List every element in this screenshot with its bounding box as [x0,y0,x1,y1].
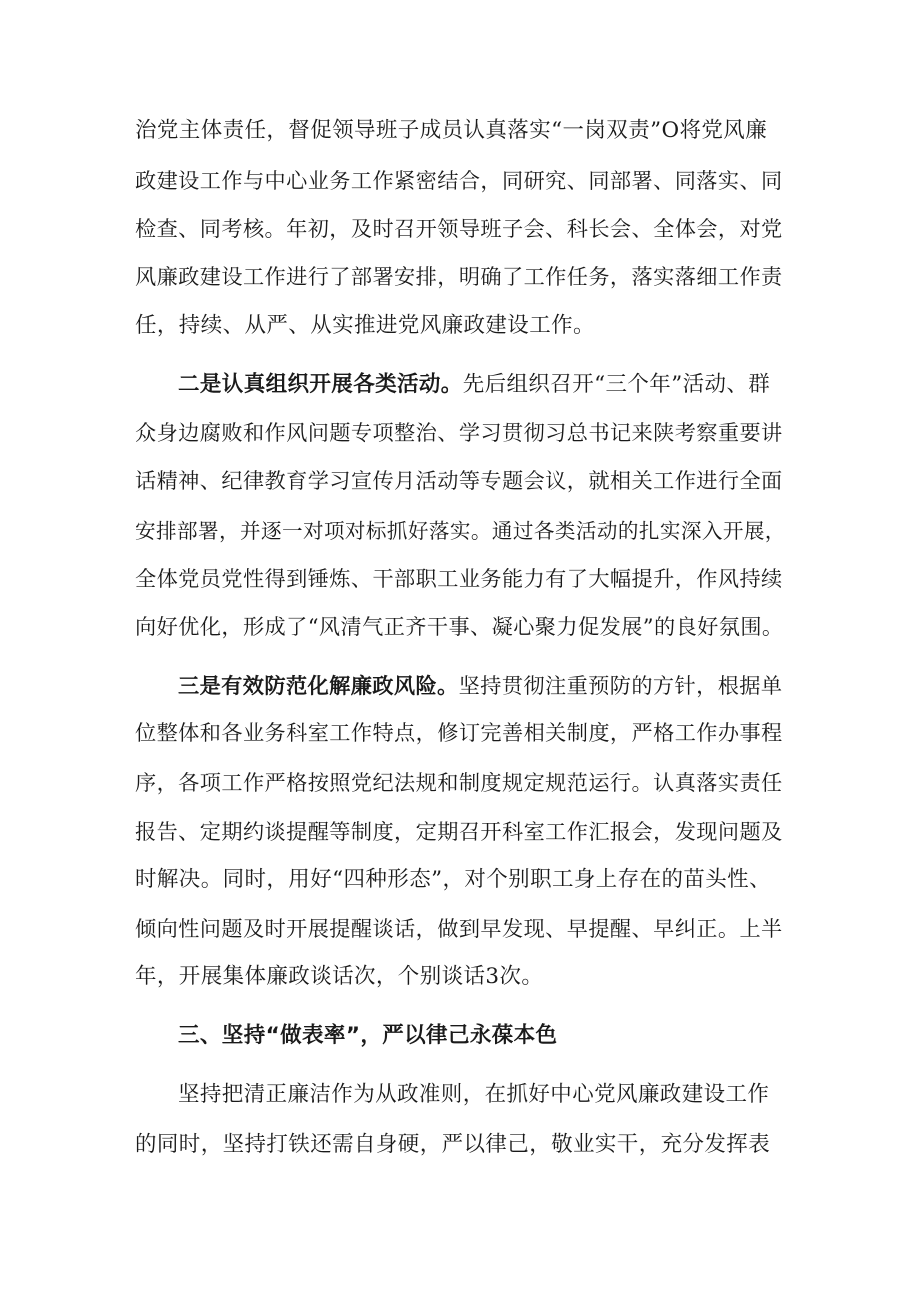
paragraph-line: 众身边腐败和作风问题专项整治、学习贯彻习总书记来陕考察重要讲 [135,420,783,445]
paragraph-line: 向好优化，形成了“风清气正齐干事、凝心聚力促发展”的良好氛围。 [135,614,784,639]
section-heading: 三、坚持“做表率”，严以律己永葆本色 [178,1023,558,1048]
paragraph-line: 年，开展集体廉政谈话次，个别谈话3次。 [135,964,544,989]
paragraph-line: 安排部署，并逐一对项对标抓好落实。通过各类活动的扎实深入开展， [135,519,786,543]
paragraph-line: 检查、同考核。年初，及时召开领导班子会、科长会、全体会，对党 [135,216,783,241]
paragraph-line: 倾向性问题及时开展提醒谈话，做到早发现、早提醒、早纠正。上半 [135,916,783,941]
paragraph-text: 坚持贯彻注重预防的方针，根据单 [458,673,783,698]
paragraph-lead: 二是认真组织开展各类活动。 [178,372,463,397]
paragraph-line: 报告、定期约谈提醒等制度，定期召开科室工作汇报会，发现问题及 [135,819,783,844]
paragraph-line: 的同时，坚持打铁还需自身硬，严以律己，敬业实干，充分发挥表 [135,1132,771,1157]
paragraph-line: 任，持续、从严、从实推进党风廉政建设工作。 [135,313,595,338]
paragraph-line: 风廉政建设工作进行了部署安排，明确了工作任务，落实落细工作责 [135,264,783,289]
paragraph-line: 序，各项工作严格按照党纪法规和制度规定规范运行。认真落实责任 [135,770,783,795]
paragraph-first-line [178,671,785,701]
paragraph-line: 位整体和各业务科室工作特点，修订完善相关制度，严格工作办事程 [135,720,783,745]
paragraph-text: 先后组织召开“三个年”活动、群 [462,372,771,397]
paragraph-line: 政建设工作与中心业务工作紧密结合，同研究、同部署、同落实、同 [135,168,783,193]
paragraph-line: 治党主体责任，督促领导班子成员认真落实“一岗双责”O将党风廉 [135,118,768,143]
paragraph-first-line [178,370,785,400]
paragraph-line: 话精神、纪律教育学习宣传月活动等专题会议，就相关工作进行全面 [135,468,783,493]
paragraph-line: 时解决。同时，用好“四种形态”，对个别职工身上存在的苗头性、 [135,867,771,892]
paragraph-lead: 三是有效防范化解廉政风险。 [178,673,459,698]
paragraph-first-line: 坚持把清正廉洁作为从政准则，在抓好中心党风廉政建设工作 [178,1082,770,1107]
paragraph-line: 全体党员党性得到锤炼、干部职工业务能力有了大幅提升，作风持续 [135,566,783,591]
